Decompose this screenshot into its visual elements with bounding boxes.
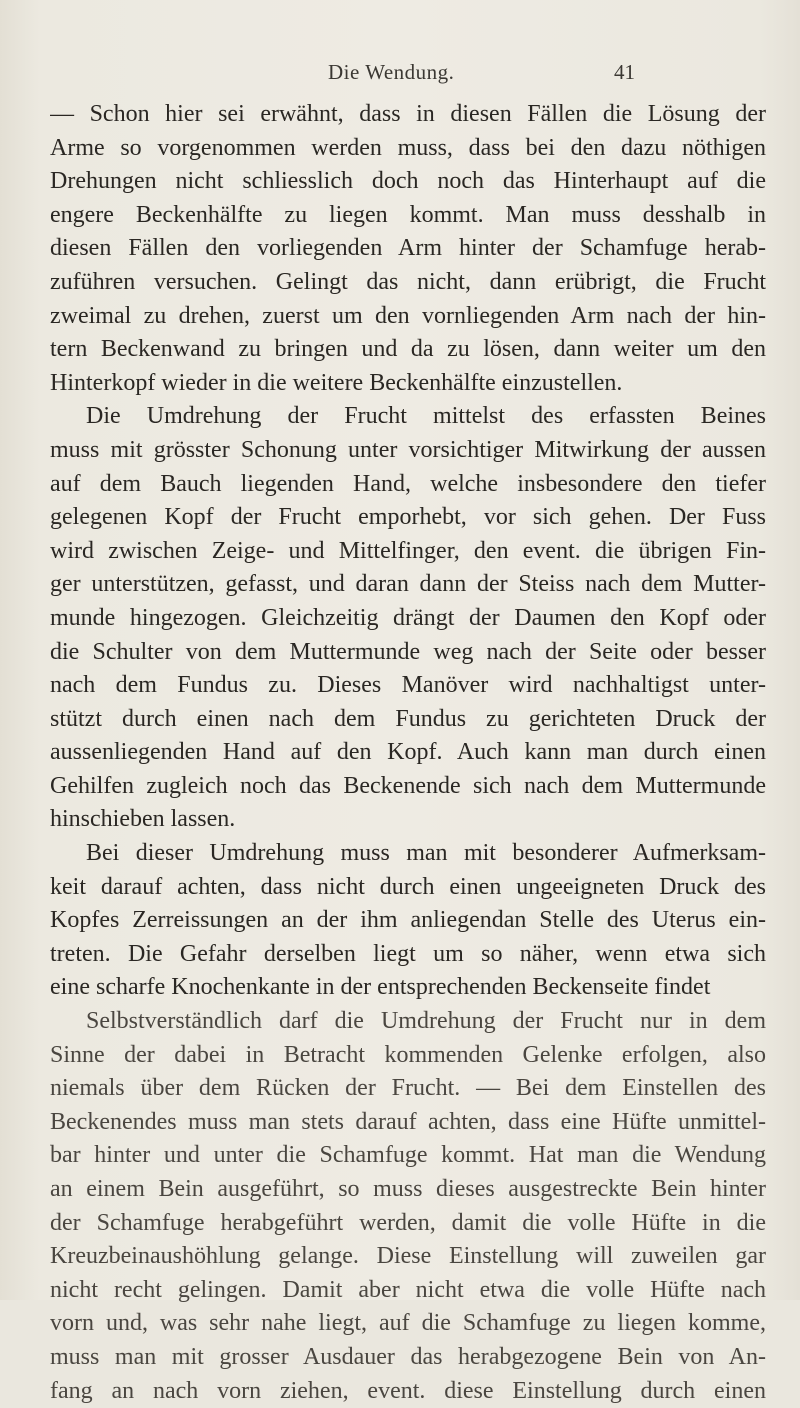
text-line: — Schon hier sei erwähnt, dass in diesen Fällen die Lösung der: [50, 101, 766, 127]
text-line: gelegenen Kopf der Frucht emporhebt, vor sich gehen. Der Fuss: [50, 504, 766, 531]
page-number: 41: [614, 60, 635, 84]
text-line: nicht recht gelingen. Damit aber nicht etwa die volle Hüfte nach: [50, 1276, 766, 1303]
text-line: Kopfes Zerreissungen an der ihm anliegendan Stelle des Uterus ein-: [50, 907, 766, 934]
running-head: [0, 60, 800, 100]
text-line: hinschieben lassen.: [50, 806, 236, 833]
text-line: keit darauf achten, dass nicht durch einen ungeeigneten Druck des: [50, 873, 766, 900]
text-line: bar hinter und unter die Schamfuge kommt. Hat man die Wendung: [50, 1142, 766, 1169]
text-line: engere Beckenhälfte zu liegen kommt. Man muss desshalb in: [50, 201, 766, 228]
text-line: tern Beckenwand zu bringen und da zu lösen, dann weiter um den: [50, 336, 766, 363]
text-line: Kreuzbeinaushöhlung gelange. Diese Einstellung will zuweilen gar: [50, 1243, 766, 1270]
text-line: Drehungen nicht schliesslich doch noch das Hinterhaupt auf die: [50, 168, 766, 195]
text-line: ger unterstützen, gefasst, und daran dann der Steiss nach dem Mutter-: [50, 571, 766, 598]
text-line: Arme so vorgenommen werden muss, dass bei den dazu nöthigen: [50, 134, 766, 161]
text-line: Gehilfen zugleich noch das Beckenende sich nach dem Muttermunde: [50, 772, 766, 799]
text-line: aussenliegenden Hand auf den Kopf. Auch kann man durch einen: [50, 739, 766, 766]
running-head-title: Die Wendung.: [328, 60, 455, 84]
body-text: [50, 98, 766, 1408]
text-line: vorn und, was sehr nahe liegt, auf die Schamfuge zu liegen komme,: [50, 1310, 766, 1337]
text-line: die Schulter von dem Muttermunde weg nach der Seite oder besser: [50, 638, 766, 665]
text-line: an einem Bein ausgeführt, so muss dieses ausgestreckte Bein hinter: [50, 1176, 766, 1202]
text-line: Beckenendes muss man stets darauf achten, dass eine Hüfte unmittel-: [50, 1108, 766, 1135]
text-line: Hinterkopf wieder in die weitere Beckenhälfte einzustellen.: [50, 369, 623, 396]
text-line: niemals über dem Rücken der Frucht. — Bei dem Einstellen des: [50, 1075, 766, 1102]
paragraph-start-line: Die Umdrehung der Frucht mittelst des erfassten Beines: [86, 403, 766, 430]
text-line: munde hingezogen. Gleichzeitig drängt der Daumen den Kopf oder: [50, 604, 766, 631]
text-line: muss mit grösster Schonung unter vorsichtiger Mitwirkung der aussen: [50, 436, 766, 463]
text-line: nach dem Fundus zu. Dieses Manöver wird nachhaltigst unter-: [50, 672, 766, 699]
text-line: treten. Die Gefahr derselben liegt um so näher, wenn etwa sich: [50, 940, 766, 967]
text-line: wird zwischen Zeige- und Mittelfinger, den event. die übrigen Fin-: [50, 537, 766, 564]
paragraph-start-line: Selbstverständlich darf die Umdrehung der Frucht nur in dem: [86, 1008, 766, 1035]
text-line: stützt durch einen nach dem Fundus zu gerichteten Druck der: [50, 705, 766, 732]
text-line: auf dem Bauch liegenden Hand, welche insbesondere den tiefer: [50, 470, 766, 497]
text-line: zweimal zu drehen, zuerst um den vornliegenden Arm nach der hin-: [50, 302, 766, 329]
text-line: diesen Fällen den vorliegenden Arm hinter der Schamfuge herab-: [50, 235, 766, 262]
text-line: der Schamfuge herabgeführt werden, damit die volle Hüfte in die: [50, 1209, 766, 1236]
text-line: fang an nach vorn ziehen, event. diese Einstellung durch einen: [50, 1377, 766, 1404]
paragraph-start-line: Bei dieser Umdrehung muss man mit besonderer Aufmerksam-: [86, 840, 766, 867]
text-line: eine scharfe Knochenkante in der entsprechenden Beckenseite findet: [50, 974, 711, 1001]
text-line: zuführen versuchen. Gelingt das nicht, dann erübrigt, die Frucht: [50, 268, 766, 295]
text-line: Sinne der dabei in Betracht kommenden Gelenke erfolgen, also: [50, 1041, 766, 1068]
text-line: muss man mit grosser Ausdauer das herabgezogene Bein von An-: [50, 1343, 766, 1370]
